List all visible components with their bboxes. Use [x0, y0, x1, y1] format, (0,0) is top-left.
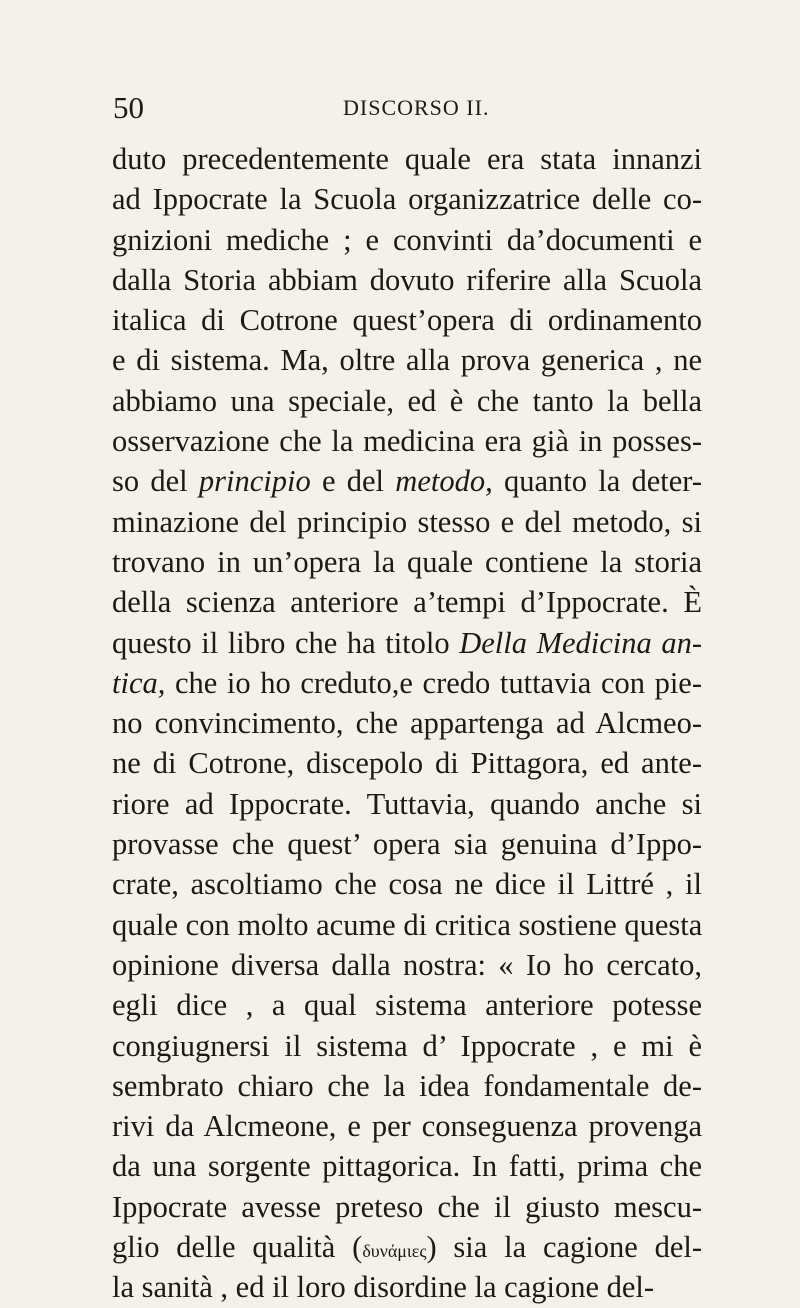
- text-segment: Ippocrate avesse preteso che il giusto mescu-: [112, 1189, 702, 1224]
- text-segment: ) sia la cagione del-: [426, 1230, 703, 1265]
- italic-term: metodo,: [395, 464, 493, 499]
- text-segment: osservazione che la medicina era già in posses-: [112, 424, 702, 459]
- italic-term: Della Medicina an-: [459, 625, 702, 660]
- text-segment: duto precedentemente quale era stata innanzi: [112, 142, 702, 176]
- text-segment: quanto la deter-: [492, 464, 702, 499]
- italic-term: tica,: [112, 665, 166, 700]
- text-segment: quale con molto acume di critica sostiene questa: [112, 907, 703, 942]
- text-segment: egli dice , a qual sistema anteriore potesse: [112, 988, 702, 1023]
- text-segment: trovano in un’opera la quale contiene la storia: [112, 544, 702, 579]
- text-segment: sembrato chiaro che la idea fondamentale de-: [112, 1068, 702, 1103]
- text-line: [112, 139, 702, 179]
- text-line: [112, 1066, 702, 1106]
- text-segment: ad Ippocrate la Scuola organizzatrice delle co-: [112, 182, 702, 217]
- text-line: [112, 502, 702, 542]
- text-segment: rivi da Alcmeone, e per conseguenza provenga: [112, 1109, 702, 1144]
- running-title: DISCORSO II.: [343, 95, 490, 120]
- italic-term: principio: [198, 464, 311, 499]
- text-line: [112, 824, 702, 864]
- text-line: [112, 421, 702, 461]
- text-line: [112, 1267, 702, 1307]
- text-segment: minazione del principio stesso e del metodo, si: [112, 504, 702, 539]
- text-line: [112, 1187, 702, 1227]
- text-segment: italica di Cotrone quest’opera di ordinamento: [112, 303, 702, 338]
- greek-term: δυνάμιες: [362, 1241, 427, 1262]
- body-text: [112, 139, 702, 1308]
- text-line: [112, 381, 702, 421]
- text-line: [112, 945, 702, 985]
- text-segment: ne di Cotrone, discepolo di Pittagora, ed ante-: [112, 746, 702, 781]
- text-segment: e di sistema. Ma, oltre alla prova generica , ne: [112, 343, 702, 378]
- text-segment: abbiamo una speciale, ed è che tanto la bella: [112, 383, 702, 418]
- text-line: [112, 905, 702, 945]
- text-line: [112, 864, 702, 904]
- text-line: [112, 623, 702, 663]
- text-segment: no convincimento, che appartenga ad Alcmeo-: [112, 706, 702, 741]
- text-line: [112, 784, 702, 824]
- text-segment: che io ho creduto,e credo tuttavia con pie-: [165, 665, 702, 700]
- text-line: [112, 1106, 702, 1146]
- text-line: [112, 179, 702, 219]
- text-line: [112, 461, 702, 501]
- text-segment: opinione diversa dalla nostra: « Io ho cercato,: [112, 947, 702, 982]
- text-line: [112, 220, 702, 260]
- text-segment: dalla Storia abbiam dovuto riferire alla Scuola: [112, 262, 702, 297]
- text-segment: congiugnersi il sistema d’ Ippocrate , e mi è: [112, 1028, 702, 1063]
- text-segment: e del: [310, 464, 396, 499]
- text-line: [112, 582, 702, 622]
- text-line: [112, 663, 702, 703]
- text-segment: gnizioni mediche ; e convinti da’documenti e: [112, 222, 702, 257]
- text-segment: so del: [112, 464, 199, 499]
- text-segment: crate, ascoltiamo che cosa ne dice il Littré , il: [112, 867, 702, 902]
- text-line: [112, 743, 702, 783]
- text-segment: della scienza anteriore a’tempi d’Ippocrate. È: [112, 585, 702, 620]
- text-line: [112, 1146, 702, 1186]
- text-segment: provasse che quest’ opera sia genuina d’Ippo-: [112, 827, 702, 862]
- text-segment: questo il libro che ha titolo: [112, 625, 460, 660]
- text-segment: glio delle qualità (: [112, 1230, 363, 1265]
- text-segment: riore ad Ippocrate. Tuttavia, quando anche si: [112, 786, 702, 821]
- text-line: [112, 985, 702, 1025]
- text-line: [112, 542, 702, 582]
- text-line: [112, 340, 702, 380]
- page-number: 50: [113, 90, 144, 125]
- text-line: [112, 1026, 702, 1066]
- text-line: [112, 260, 702, 300]
- text-segment: da una sorgente pittagorica. In fatti, prima che: [112, 1149, 702, 1184]
- page-header: [113, 88, 703, 128]
- text-segment: la sanità , ed il loro disordine la cagione del-: [112, 1270, 655, 1305]
- text-line: [112, 703, 702, 743]
- text-line: [112, 1227, 702, 1267]
- text-line: [112, 300, 702, 340]
